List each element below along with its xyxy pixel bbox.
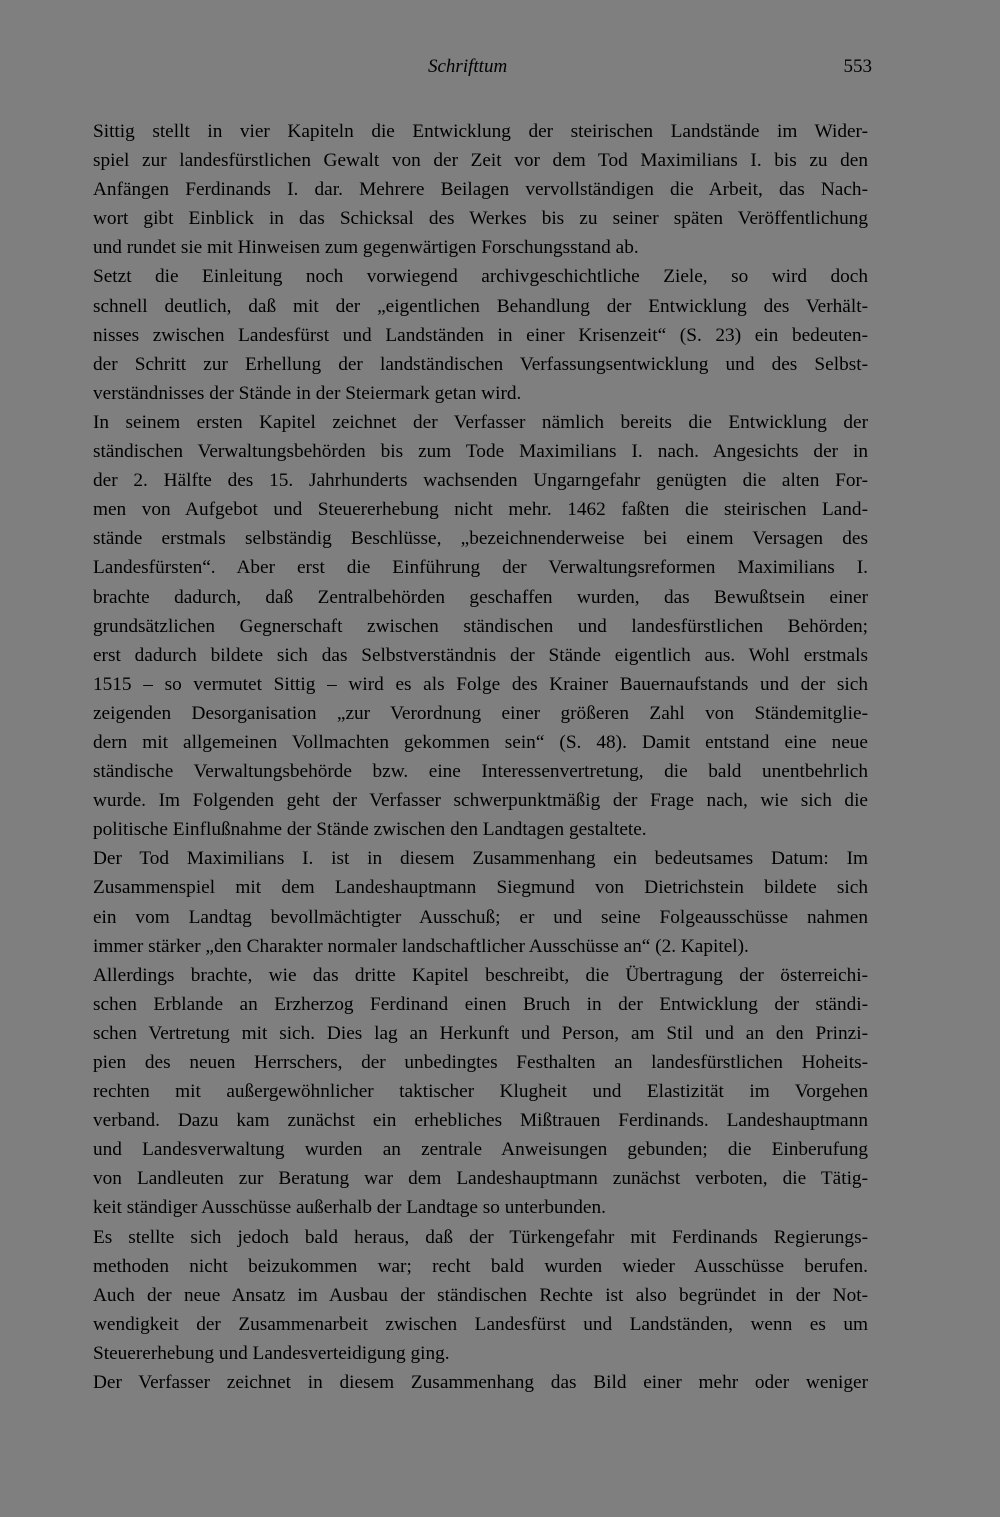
text-line: spiel zur landesfürstlichen Gewalt von der Zeit vor dem Tod Maximilians I. bis zu den (93, 150, 868, 172)
text-line: Anfängen Ferdinands I. dar. Mehrere Beilagen vervollständigen die Arbeit, das Nach- (93, 179, 868, 201)
text-line: In seinem ersten Kapitel zeichnet der Verfasser nämlich bereits die Entwicklung der (93, 411, 868, 433)
text-line: men von Aufgebot und Steuererhebung nicht mehr. 1462 faßten die steirischen Land- (93, 499, 868, 521)
text-line: Der Verfasser zeichnet in diesem Zusammenhang das Bild einer mehr oder weniger (93, 1372, 868, 1394)
text-line: Zusammenspiel mit dem Landeshauptmann Siegmund von Dietrichstein bildete sich (93, 877, 868, 899)
text-line: Allerdings brachte, wie das dritte Kapitel beschreibt, die Übertragung der österreichi- (93, 964, 868, 986)
text-line: der 2. Hälfte des 15. Jahrhunderts wachsenden Ungarngefahr genügten die alten For- (93, 470, 868, 492)
text-line: schen Vertretung mit sich. Dies lag an Herkunft und Person, am Stil und an den Prinzi- (93, 1022, 868, 1044)
text-line: Sittig stellt in vier Kapiteln die Entwicklung der steirischen Landstände im Wider- (93, 121, 868, 142)
text-line: methoden nicht beizukommen war; recht bald wurden wieder Ausschüsse berufen. (93, 1255, 868, 1277)
text-line: erst dadurch bildete sich das Selbstverständnis der Stände eigentlich aus. Wohl erstmals (93, 644, 868, 666)
text-line: wurde. Im Folgenden geht der Verfasser schwerpunktmäßig der Frage nach, wie sich die (93, 790, 868, 812)
text-line: immer stärker „den Charakter normaler landschaftlicher Ausschüsse an“ (2. Kapitel). (93, 935, 749, 957)
text-line: ein vom Landtag bevollmächtigter Ausschuß; er und seine Folgeausschüsse nahmen (93, 906, 868, 928)
body-text (93, 117, 868, 1397)
text-line: Steuererhebung und Landesverteidigung ging. (93, 1342, 450, 1364)
text-line: von Landleuten zur Beratung war dem Landeshauptmann zunächst verboten, die Tätig- (93, 1168, 868, 1190)
text-line: der Schritt zur Erhellung der landständischen Verfassungsentwicklung und des Selbst- (93, 353, 868, 375)
text-line: verband. Dazu kam zunächst ein erhebliches Mißtrauen Ferdinands. Landeshauptmann (93, 1110, 868, 1132)
text-line: und Landesverwaltung wurden an zentrale Anweisungen gebunden; die Einberufung (93, 1139, 868, 1161)
text-line: stände erstmals selbständig Beschlüsse, „bezeichnenderweise bei einem Versagen des (93, 528, 868, 550)
paragraph (93, 1223, 868, 1368)
page-number: 553 (843, 56, 872, 77)
text-line: zeigenden Desorganisation „zur Verordnung einer größeren Zahl von Ständemitglie- (93, 702, 868, 724)
text-line: keit ständiger Ausschüsse außerhalb der Landtage so unterbunden. (93, 1197, 606, 1219)
running-title: Schrifttum (428, 56, 508, 77)
text-line: grundsätzlichen Gegnerschaft zwischen ständischen und landesfürstlichen Behörden; (93, 615, 868, 637)
paragraph (93, 408, 868, 844)
paragraph (93, 961, 868, 1223)
text-line: wort gibt Einblick in das Schicksal des Werkes bis zu seiner späten Veröffentlichung (93, 208, 868, 230)
text-line: verständnisses der Stände in der Steiermark getan wird. (93, 382, 522, 404)
text-line: ständischen Verwaltungsbehörden bis zum Tode Maximilians I. nach. Angesichts der in (93, 441, 868, 463)
text-line: 1515 – so vermutet Sittig – wird es als Folge des Krainer Bauernaufstands und der sich (93, 673, 868, 695)
text-line: Setzt die Einleitung noch vorwiegend archivgeschichtliche Ziele, so wird doch (93, 266, 868, 288)
text-line: brachte dadurch, daß Zentralbehörden geschaffen wurden, das Bewußtsein einer (93, 586, 868, 608)
paragraph (93, 1368, 868, 1397)
text-line: und rundet sie mit Hinweisen zum gegenwärtigen Forschungsstand ab. (93, 237, 639, 259)
text-line: schen Erblande an Erzherzog Ferdinand einen Bruch in der Entwicklung der ständi- (93, 993, 868, 1015)
paragraph (93, 262, 868, 407)
text-line: Landesfürsten“. Aber erst die Einführung der Verwaltungsreformen Maximilians I. (93, 557, 868, 579)
text-line: nisses zwischen Landesfürst und Landständen in einer Krisenzeit“ (S. 23) ein bedeuten- (93, 324, 868, 346)
text-line: schnell deutlich, daß mit der „eigentlichen Behandlung der Entwicklung des Verhält- (93, 295, 868, 317)
text-line: politische Einflußnahme der Stände zwischen den Landtagen gestaltete. (93, 819, 647, 841)
text-line: wendigkeit der Zusammenarbeit zwischen Landesfürst und Landständen, wenn es um (93, 1313, 868, 1335)
text-line: rechten mit außergewöhnlicher taktischer Klugheit und Elastizität im Vorgehen (93, 1081, 868, 1103)
text-line: Der Tod Maximilians I. ist in diesem Zusammenhang ein bedeutsames Datum: Im (93, 848, 868, 870)
running-header (0, 56, 1000, 86)
text-line: dern mit allgemeinen Vollmachten gekommen sein“ (S. 48). Damit entstand eine neue (93, 731, 868, 753)
text-line: Es stellte sich jedoch bald heraus, daß der Türkengefahr mit Ferdinands Regierungs- (93, 1226, 868, 1248)
text-line: pien des neuen Herrschers, der unbedingtes Festhalten an landesfürstlichen Hoheits- (93, 1052, 868, 1073)
text-line: Auch der neue Ansatz im Ausbau der ständischen Rechte ist also begründet in der Not- (93, 1284, 868, 1306)
paragraph (93, 844, 868, 960)
text-line: ständische Verwaltungsbehörde bzw. eine Interessenvertretung, die bald unentbehrlich (93, 761, 868, 783)
paragraph (93, 117, 868, 262)
